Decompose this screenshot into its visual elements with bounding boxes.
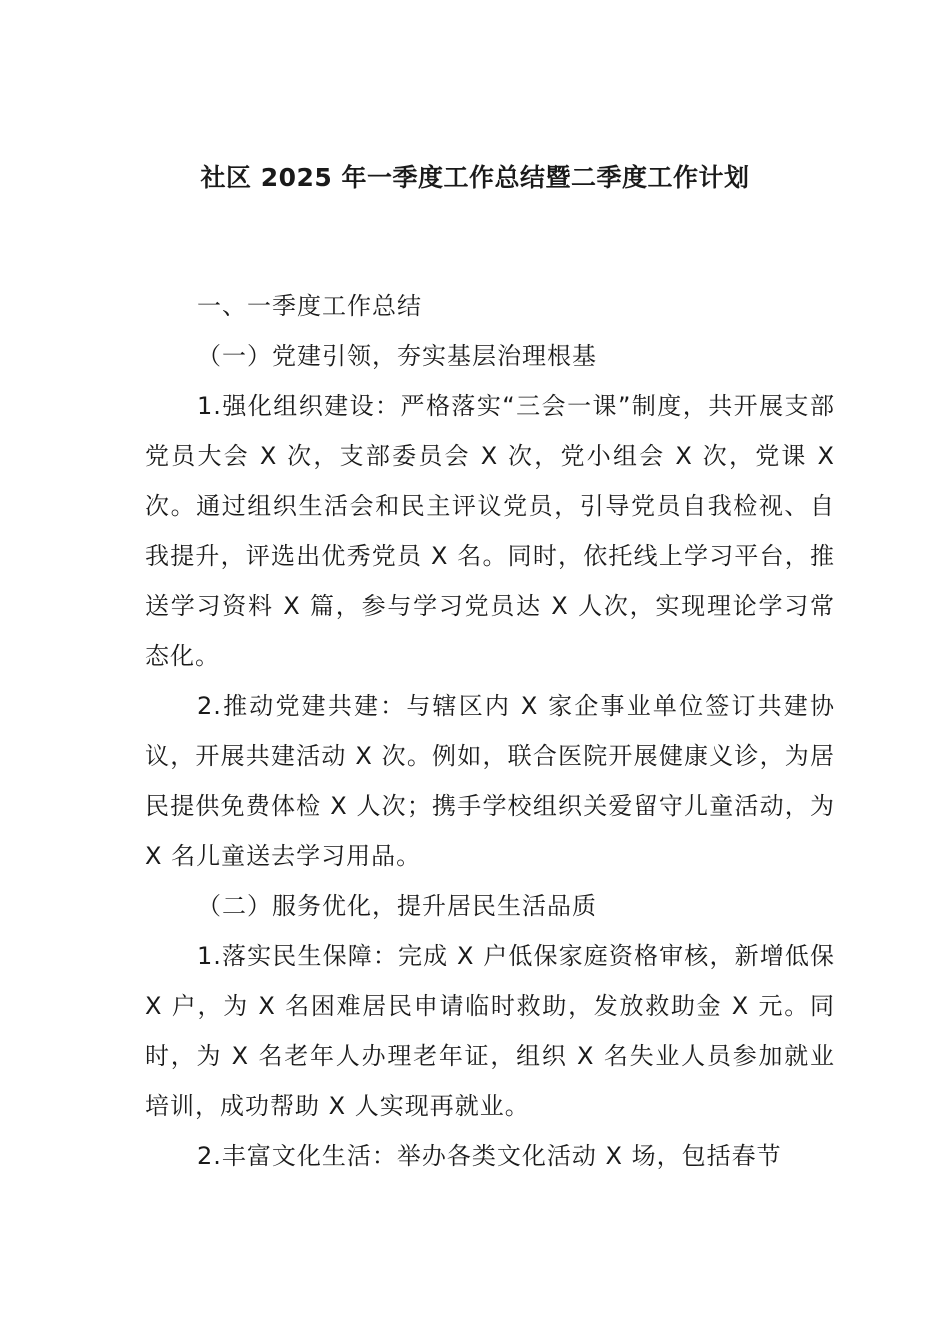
subsection-heading-1: （一）党建引领，夯实基层治理根基 (197, 342, 597, 370)
document-title: 社区 2025 年一季度工作总结暨二季度工作计划 (200, 163, 750, 192)
paragraph-2-2: 2.丰富文化生活：举办各类文化活动 X 场，包括春节 (197, 1142, 782, 1170)
subsection-heading-2: （二）服务优化，提升居民生活品质 (197, 892, 597, 920)
section-heading-1: 一、一季度工作总结 (197, 292, 422, 320)
paragraph-1-1: 1.强化组织建设：严格落实“三会一课”制度，共开展支部党员大会 X 次，支部委员会 X 次，党小组会 X 次，党课 X 次。通过组织生活会和民主评议党员，引导党员自我检视、自我提升，评选出优秀党员 X 名。同时，依托线上学习平台，推送学习资料 X 篇，参与学习党员达 X 人次，实现理论学习常态化。 (145, 392, 835, 670)
paragraph-1-2: 2.推动党建共建：与辖区内 X 家企事业单位签订共建协议，开展共建活动 X 次。例如，联合医院开展健康义诊，为居民提供免费体检 X 人次；携手学校组织关爱留守儿童活动，为 X 名儿童送去学习用品。 (145, 692, 835, 870)
document-body (145, 281, 835, 1181)
paragraph-2-1: 1.落实民生保障：完成 X 户低保家庭资格审核，新增低保 X 户，为 X 名困难居民申请临时救助，发放救助金 X 元。同时，为 X 名老年人办理老年证，组织 X 名失业人员参加就业培训，成功帮助 X 人实现再就业。 (145, 942, 835, 1120)
